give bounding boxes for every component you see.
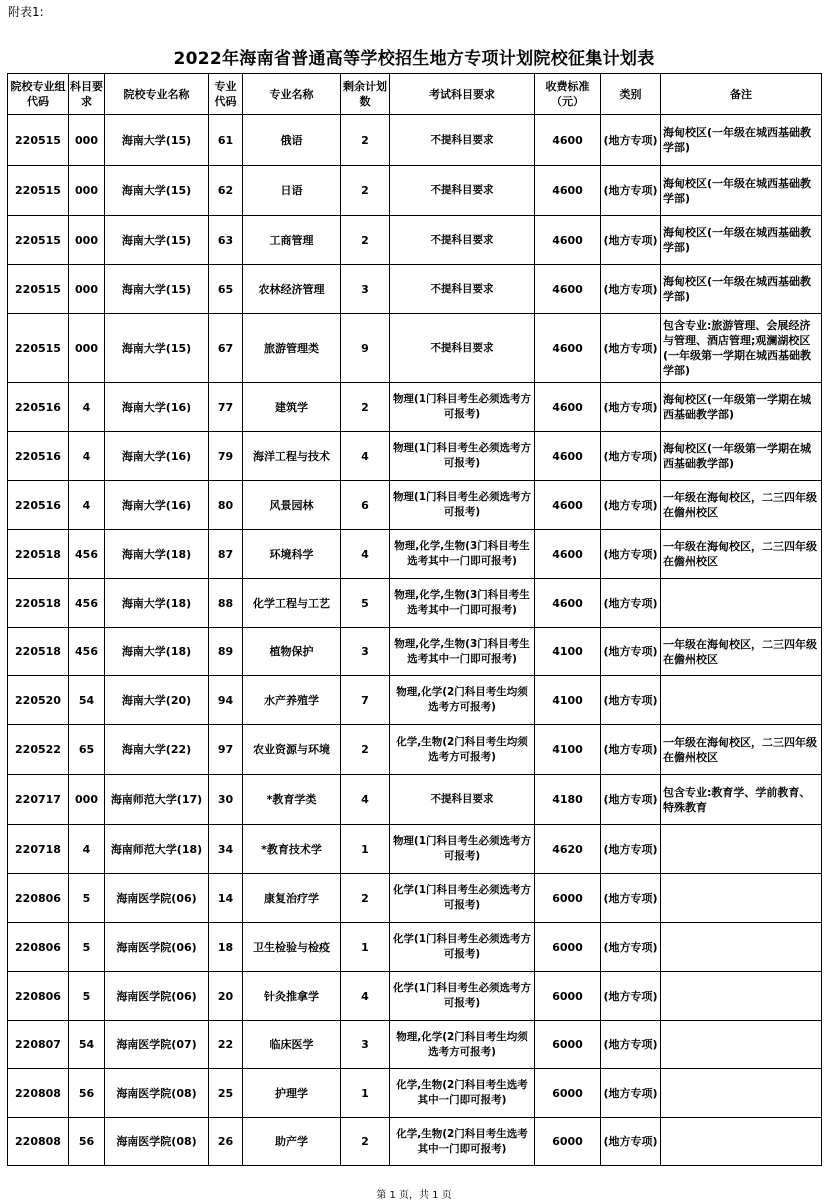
cell-remaining: 1: [341, 1069, 390, 1118]
cell-subject-req: 000: [69, 265, 105, 314]
plan-table: [7, 73, 822, 1166]
cell-subject-req: 000: [69, 216, 105, 265]
cell-note: 一年级在海甸校区，二三四年级在儋州校区: [661, 481, 822, 530]
cell-subject-req: 56: [69, 1118, 105, 1166]
cell-fee: 6000: [535, 1069, 601, 1118]
cell-fee: 4600: [535, 579, 601, 628]
cell-category: (地方专项): [601, 874, 661, 923]
cell-group-code: 220808: [8, 1118, 69, 1166]
cell-school-name: 海南大学(18): [105, 530, 209, 579]
cell-school-name: 海南大学(15): [105, 166, 209, 216]
cell-category: (地方专项): [601, 972, 661, 1021]
cell-fee: 6000: [535, 874, 601, 923]
cell-remaining: 2: [341, 216, 390, 265]
cell-major-name: 环境科学: [243, 530, 341, 579]
table-row: [8, 432, 822, 481]
cell-major-code: 34: [209, 825, 243, 874]
cell-major-name: 针灸推拿学: [243, 972, 341, 1021]
cell-exam-req: 不提科目要求: [390, 216, 535, 265]
page-title: 2022年海南省普通高等学校招生地方专项计划院校征集计划表: [173, 49, 655, 69]
cell-major-code: 87: [209, 530, 243, 579]
cell-note: 一年级在海甸校区，二三四年级在儋州校区: [661, 725, 822, 775]
cell-fee: 4600: [535, 216, 601, 265]
cell-note: [661, 825, 822, 874]
cell-major-name: *教育学类: [243, 775, 341, 825]
cell-remaining: 2: [341, 166, 390, 216]
header-row: [8, 74, 822, 115]
cell-note: [661, 1118, 822, 1166]
cell-fee: 4100: [535, 628, 601, 676]
cell-school-name: 海南大学(16): [105, 481, 209, 530]
cell-exam-req: 物理(1门科目考生必须选考方可报考): [390, 383, 535, 432]
cell-exam-req: 物理(1门科目考生必须选考方可报考): [390, 825, 535, 874]
cell-category: (地方专项): [601, 676, 661, 725]
cell-subject-req: 000: [69, 166, 105, 216]
cell-school-name: 海南大学(18): [105, 579, 209, 628]
cell-category: (地方专项): [601, 579, 661, 628]
cell-note: [661, 972, 822, 1021]
cell-group-code: 220806: [8, 972, 69, 1021]
cell-major-code: 26: [209, 1118, 243, 1166]
cell-major-code: 97: [209, 725, 243, 775]
cell-subject-req: 54: [69, 1021, 105, 1069]
cell-school-name: 海南医学院(06): [105, 972, 209, 1021]
cell-group-code: 220520: [8, 676, 69, 725]
cell-exam-req: 不提科目要求: [390, 265, 535, 314]
cell-major-name: 工商管理: [243, 216, 341, 265]
cell-major-code: 63: [209, 216, 243, 265]
cell-fee: 4600: [535, 530, 601, 579]
table-row: [8, 923, 822, 972]
cell-exam-req: 物理,化学,生物(3门科目考生选考其中一门即可报考): [390, 579, 535, 628]
cell-fee: 4620: [535, 825, 601, 874]
cell-group-code: 220516: [8, 432, 69, 481]
table-row: [8, 383, 822, 432]
cell-major-name: 风景园林: [243, 481, 341, 530]
cell-major-code: 61: [209, 115, 243, 166]
cell-fee: 4600: [535, 314, 601, 383]
cell-exam-req: 物理,化学,生物(3门科目考生选考其中一门即可报考): [390, 628, 535, 676]
cell-subject-req: 4: [69, 383, 105, 432]
cell-note: 海甸校区(一年级在城西基础教学部): [661, 265, 822, 314]
table-row: [8, 1021, 822, 1069]
cell-exam-req: 化学(1门科目考生必须选考方可报考): [390, 972, 535, 1021]
cell-school-name: 海南医学院(07): [105, 1021, 209, 1069]
cell-major-name: 卫生检验与检疫: [243, 923, 341, 972]
cell-group-code: 220808: [8, 1069, 69, 1118]
table-row: [8, 481, 822, 530]
cell-fee: 4180: [535, 775, 601, 825]
cell-major-name: 俄语: [243, 115, 341, 166]
cell-subject-req: 4: [69, 825, 105, 874]
table-row: [8, 314, 822, 383]
cell-group-code: 220515: [8, 166, 69, 216]
cell-subject-req: 000: [69, 314, 105, 383]
cell-major-code: 79: [209, 432, 243, 481]
cell-category: (地方专项): [601, 115, 661, 166]
cell-fee: 4100: [535, 676, 601, 725]
table-row: [8, 725, 822, 775]
cell-major-code: 22: [209, 1021, 243, 1069]
col-header-remaining: 剩余计划数: [341, 74, 390, 115]
col-header-fee: 收费标准（元）: [535, 74, 601, 115]
cell-category: (地方专项): [601, 216, 661, 265]
cell-category: (地方专项): [601, 530, 661, 579]
cell-fee: 6000: [535, 972, 601, 1021]
cell-remaining: 5: [341, 579, 390, 628]
cell-remaining: 3: [341, 1021, 390, 1069]
cell-major-code: 20: [209, 972, 243, 1021]
cell-subject-req: 456: [69, 579, 105, 628]
cell-note: 海甸校区(一年级在城西基础教学部): [661, 166, 822, 216]
cell-major-name: 助产学: [243, 1118, 341, 1166]
cell-fee: 6000: [535, 923, 601, 972]
cell-major-name: *教育技术学: [243, 825, 341, 874]
cell-fee: 4600: [535, 383, 601, 432]
table-row: [8, 972, 822, 1021]
cell-major-code: 88: [209, 579, 243, 628]
cell-category: (地方专项): [601, 314, 661, 383]
cell-major-code: 67: [209, 314, 243, 383]
cell-fee: 4600: [535, 432, 601, 481]
cell-category: (地方专项): [601, 383, 661, 432]
cell-note: 包含专业:旅游管理、会展经济与管理、酒店管理;观澜湖校区(一年级第一学期在城西基础教学部): [661, 314, 822, 383]
cell-remaining: 1: [341, 825, 390, 874]
cell-subject-req: 65: [69, 725, 105, 775]
table-row: [8, 874, 822, 923]
table-row: [8, 628, 822, 676]
cell-major-name: 护理学: [243, 1069, 341, 1118]
cell-remaining: 4: [341, 775, 390, 825]
table-row: [8, 166, 822, 216]
cell-major-code: 94: [209, 676, 243, 725]
table-row: [8, 115, 822, 166]
col-header-notes: 备注: [661, 74, 822, 115]
table-row: [8, 825, 822, 874]
cell-remaining: 7: [341, 676, 390, 725]
cell-major-name: 植物保护: [243, 628, 341, 676]
cell-group-code: 220515: [8, 265, 69, 314]
col-header-group-code: 院校专业组代码: [8, 74, 69, 115]
table-row: [8, 775, 822, 825]
cell-subject-req: 5: [69, 874, 105, 923]
cell-subject-req: 54: [69, 676, 105, 725]
cell-group-code: 220522: [8, 725, 69, 775]
cell-group-code: 220515: [8, 216, 69, 265]
cell-school-name: 海南大学(15): [105, 115, 209, 166]
cell-group-code: 220806: [8, 874, 69, 923]
cell-school-name: 海南师范大学(18): [105, 825, 209, 874]
cell-exam-req: 物理(1门科目考生必须选考方可报考): [390, 481, 535, 530]
cell-school-name: 海南大学(22): [105, 725, 209, 775]
cell-major-code: 25: [209, 1069, 243, 1118]
cell-major-name: 临床医学: [243, 1021, 341, 1069]
cell-remaining: 4: [341, 530, 390, 579]
cell-major-name: 康复治疗学: [243, 874, 341, 923]
cell-major-name: 农业资源与环境: [243, 725, 341, 775]
cell-note: 海甸校区(一年级第一学期在城西基础教学部): [661, 432, 822, 481]
cell-major-code: 14: [209, 874, 243, 923]
cell-major-name: 海洋工程与技术: [243, 432, 341, 481]
cell-fee: 4100: [535, 725, 601, 775]
col-header-category: 类别: [601, 74, 661, 115]
col-header-school-name: 院校专业名称: [105, 74, 209, 115]
cell-exam-req: 化学(1门科目考生必须选考方可报考): [390, 874, 535, 923]
cell-school-name: 海南大学(18): [105, 628, 209, 676]
cell-note: 海甸校区(一年级在城西基础教学部): [661, 115, 822, 166]
cell-subject-req: 4: [69, 481, 105, 530]
cell-subject-req: 56: [69, 1069, 105, 1118]
cell-category: (地方专项): [601, 432, 661, 481]
cell-major-name: 旅游管理类: [243, 314, 341, 383]
cell-category: (地方专项): [601, 725, 661, 775]
cell-note: 海甸校区(一年级在城西基础教学部): [661, 216, 822, 265]
cell-remaining: 2: [341, 383, 390, 432]
col-header-subject-req: 科目要求: [69, 74, 105, 115]
cell-group-code: 220518: [8, 628, 69, 676]
cell-exam-req: 物理,化学,生物(3门科目考生选考其中一门即可报考): [390, 530, 535, 579]
cell-school-name: 海南大学(20): [105, 676, 209, 725]
cell-major-name: 建筑学: [243, 383, 341, 432]
cell-fee: 4600: [535, 265, 601, 314]
cell-remaining: 2: [341, 725, 390, 775]
cell-fee: 4600: [535, 481, 601, 530]
cell-exam-req: 不提科目要求: [390, 166, 535, 216]
cell-group-code: 220516: [8, 481, 69, 530]
cell-remaining: 3: [341, 628, 390, 676]
cell-remaining: 3: [341, 265, 390, 314]
cell-remaining: 4: [341, 432, 390, 481]
cell-school-name: 海南医学院(06): [105, 923, 209, 972]
cell-major-code: 65: [209, 265, 243, 314]
cell-group-code: 220806: [8, 923, 69, 972]
cell-major-name: 化学工程与工艺: [243, 579, 341, 628]
cell-major-code: 80: [209, 481, 243, 530]
cell-school-name: 海南大学(15): [105, 314, 209, 383]
cell-exam-req: 化学(1门科目考生必须选考方可报考): [390, 923, 535, 972]
cell-exam-req: 化学,生物(2门科目考生均须选考方可报考): [390, 725, 535, 775]
cell-note: 海甸校区(一年级第一学期在城西基础教学部): [661, 383, 822, 432]
cell-category: (地方专项): [601, 775, 661, 825]
cell-remaining: 9: [341, 314, 390, 383]
cell-category: (地方专项): [601, 825, 661, 874]
cell-fee: 6000: [535, 1021, 601, 1069]
cell-subject-req: 4: [69, 432, 105, 481]
cell-exam-req: 不提科目要求: [390, 775, 535, 825]
table-row: [8, 676, 822, 725]
cell-subject-req: 5: [69, 923, 105, 972]
cell-note: [661, 676, 822, 725]
cell-group-code: 220515: [8, 314, 69, 383]
table-row: [8, 265, 822, 314]
cell-fee: 6000: [535, 1118, 601, 1166]
cell-subject-req: 5: [69, 972, 105, 1021]
cell-school-name: 海南医学院(08): [105, 1069, 209, 1118]
cell-remaining: 6: [341, 481, 390, 530]
cell-major-code: 77: [209, 383, 243, 432]
cell-note: 一年级在海甸校区，二三四年级在儋州校区: [661, 530, 822, 579]
cell-note: [661, 874, 822, 923]
cell-fee: 4600: [535, 115, 601, 166]
table-row: [8, 216, 822, 265]
cell-note: 一年级在海甸校区，二三四年级在儋州校区: [661, 628, 822, 676]
cell-exam-req: 物理,化学(2门科目考生均须选考方可报考): [390, 676, 535, 725]
cell-category: (地方专项): [601, 265, 661, 314]
cell-school-name: 海南大学(16): [105, 432, 209, 481]
cell-group-code: 220518: [8, 530, 69, 579]
cell-exam-req: 化学,生物(2门科目考生选考其中一门即可报考): [390, 1069, 535, 1118]
cell-category: (地方专项): [601, 1021, 661, 1069]
cell-remaining: 2: [341, 1118, 390, 1166]
cell-group-code: 220718: [8, 825, 69, 874]
cell-subject-req: 000: [69, 115, 105, 166]
cell-school-name: 海南医学院(06): [105, 874, 209, 923]
cell-category: (地方专项): [601, 1118, 661, 1166]
cell-major-code: 89: [209, 628, 243, 676]
cell-major-name: 农林经济管理: [243, 265, 341, 314]
cell-major-code: 18: [209, 923, 243, 972]
cell-remaining: 4: [341, 972, 390, 1021]
cell-note: [661, 1069, 822, 1118]
cell-note: [661, 923, 822, 972]
cell-remaining: 2: [341, 874, 390, 923]
cell-category: (地方专项): [601, 1069, 661, 1118]
page-footer: 第 1 页，共 1 页: [376, 1190, 452, 1201]
cell-exam-req: 物理(1门科目考生必须选考方可报考): [390, 432, 535, 481]
cell-subject-req: 000: [69, 775, 105, 825]
table-row: [8, 1069, 822, 1118]
cell-major-code: 62: [209, 166, 243, 216]
cell-school-name: 海南大学(15): [105, 216, 209, 265]
table-row: [8, 530, 822, 579]
cell-category: (地方专项): [601, 481, 661, 530]
cell-school-name: 海南大学(16): [105, 383, 209, 432]
cell-category: (地方专项): [601, 628, 661, 676]
cell-school-name: 海南师范大学(17): [105, 775, 209, 825]
cell-subject-req: 456: [69, 530, 105, 579]
cell-school-name: 海南大学(15): [105, 265, 209, 314]
cell-group-code: 220518: [8, 579, 69, 628]
cell-school-name: 海南医学院(08): [105, 1118, 209, 1166]
cell-group-code: 220516: [8, 383, 69, 432]
table-row: [8, 579, 822, 628]
col-header-exam-req: 考试科目要求: [390, 74, 535, 115]
cell-subject-req: 456: [69, 628, 105, 676]
cell-exam-req: 物理,化学(2门科目考生均须选考方可报考): [390, 1021, 535, 1069]
cell-fee: 4600: [535, 166, 601, 216]
cell-remaining: 1: [341, 923, 390, 972]
cell-remaining: 2: [341, 115, 390, 166]
cell-note: [661, 579, 822, 628]
cell-major-name: 日语: [243, 166, 341, 216]
table-row: [8, 1118, 822, 1166]
col-header-major-name: 专业名称: [243, 74, 341, 115]
cell-note: [661, 1021, 822, 1069]
attachment-label: 附表1:: [8, 5, 44, 19]
col-header-major-code: 专业代码: [209, 74, 243, 115]
cell-category: (地方专项): [601, 923, 661, 972]
cell-exam-req: 不提科目要求: [390, 314, 535, 383]
cell-major-code: 30: [209, 775, 243, 825]
cell-category: (地方专项): [601, 166, 661, 216]
cell-exam-req: 不提科目要求: [390, 115, 535, 166]
cell-note: 包含专业:教育学、学前教育、特殊教育: [661, 775, 822, 825]
cell-exam-req: 化学,生物(2门科目考生选考其中一门即可报考): [390, 1118, 535, 1166]
cell-group-code: 220515: [8, 115, 69, 166]
cell-group-code: 220717: [8, 775, 69, 825]
cell-group-code: 220807: [8, 1021, 69, 1069]
cell-major-name: 水产养殖学: [243, 676, 341, 725]
